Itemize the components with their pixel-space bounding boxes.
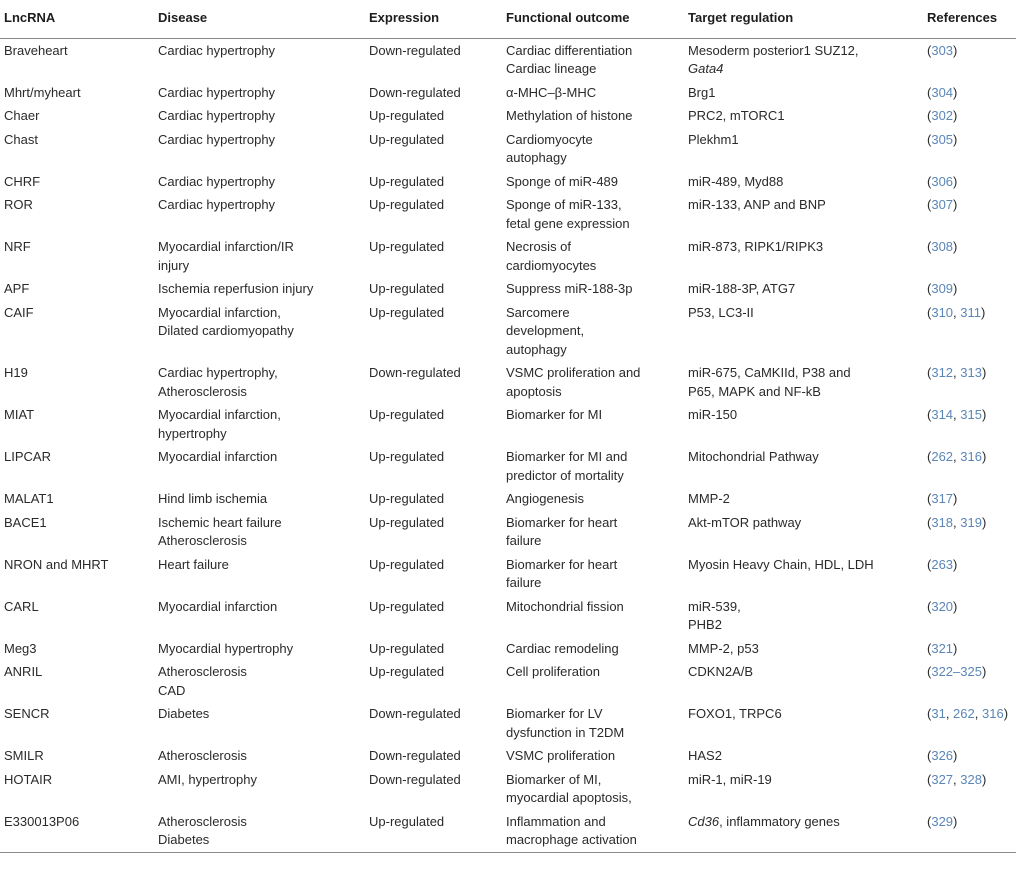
- outcome-line: predictor of mortality: [506, 467, 624, 483]
- cell-expression: Up-regulated: [365, 810, 502, 853]
- cell-disease: [154, 38, 365, 81]
- outcome-line: fetal gene expression: [506, 215, 630, 231]
- disease-line: Myocardial infarction,: [158, 304, 281, 320]
- outcome-line: autophagy: [506, 341, 567, 357]
- outcome-line: Sarcomere: [506, 304, 570, 320]
- outcome-line: Suppress miR-188-3p: [506, 281, 633, 296]
- table-row: [0, 81, 1016, 105]
- cell-lncrna: E330013P06: [0, 810, 154, 853]
- cell-references: (31, 262, 316): [927, 706, 1009, 721]
- cell-functional-outcome: [502, 301, 684, 362]
- table-row: [0, 511, 1016, 553]
- cell-lncrna: Chast: [4, 131, 38, 147]
- reference-link[interactable]: 310: [931, 304, 954, 320]
- cell-target-regulation: [684, 768, 923, 810]
- cell-references: (312, 313): [927, 365, 987, 380]
- cell-references: (317): [927, 491, 958, 506]
- cell-disease: [154, 361, 365, 403]
- disease-line: Atherosclerosis: [158, 748, 247, 763]
- table-header-row: [0, 0, 1016, 38]
- outcome-line: Mitochondrial fission: [506, 598, 624, 614]
- outcome-line: Biomarker for heart: [506, 514, 618, 530]
- cell-disease: [154, 277, 365, 301]
- table-row: [0, 235, 1016, 277]
- cell-disease: [154, 595, 365, 637]
- disease-line: Cardiac hypertrophy,: [158, 365, 278, 380]
- outcome-line: Biomarker for MI: [506, 407, 603, 422]
- outcome-line: VSMC proliferation and: [506, 365, 641, 380]
- cell-target-regulation: [684, 403, 923, 445]
- disease-line: injury: [158, 257, 190, 273]
- table-row: [0, 361, 1016, 403]
- disease-line: Myocardial infarction: [158, 598, 278, 614]
- cell-expression: Down-regulated: [369, 84, 461, 100]
- table-row: [0, 487, 1016, 511]
- reference-link[interactable]: 309: [931, 281, 954, 296]
- reference-link[interactable]: 262: [931, 449, 954, 464]
- reference-link[interactable]: 317: [931, 491, 954, 506]
- outcome-line: dysfunction in T2DM: [506, 724, 625, 740]
- table-row: [0, 128, 1016, 170]
- disease-line: Ischemic heart failure: [158, 514, 282, 530]
- outcome-line: Cardiac lineage: [506, 61, 597, 76]
- cell-lncrna: Mhrt/myheart: [4, 84, 81, 100]
- cell-lncrna: SENCR: [4, 706, 50, 721]
- cell-lncrna: BACE1: [4, 514, 47, 530]
- cell-expression: Up-regulated: [369, 239, 445, 254]
- cell-target-regulation: [684, 487, 923, 511]
- target-line: MMP-2: [688, 491, 730, 506]
- cell-target-regulation: [684, 301, 923, 362]
- reference-link[interactable]: 305: [931, 131, 954, 147]
- cell-lncrna: CAIF: [4, 304, 34, 320]
- cell-lncrna: CHRF: [4, 173, 41, 189]
- reference-link[interactable]: 303: [931, 42, 954, 58]
- target-line: P53, LC3-II: [688, 304, 754, 320]
- disease-line: AMI, hypertrophy: [158, 771, 257, 787]
- outcome-line: apoptosis: [506, 383, 562, 399]
- target-line: Mitochondrial Pathway: [688, 449, 819, 464]
- target-line: P65, MAPK and NF-kB: [688, 383, 821, 399]
- cell-disease: [154, 170, 365, 194]
- cell-disease: [154, 445, 365, 487]
- cell-target-regulation: [684, 104, 923, 128]
- reference-link[interactable]: 316: [960, 449, 982, 464]
- cell-disease: [154, 768, 365, 810]
- target-line: miR-133, ANP and BNP: [688, 197, 826, 212]
- cell-target-regulation: [684, 361, 923, 403]
- header-lncrna: LncRNA: [0, 0, 154, 38]
- cell-lncrna: LIPCAR: [4, 449, 51, 464]
- cell-references: (314, 315): [927, 407, 987, 422]
- cell-expression: Up-regulated: [369, 514, 445, 530]
- cell-functional-outcome: [502, 361, 684, 403]
- reference-link[interactable]: 312: [931, 365, 954, 380]
- reference-link[interactable]: 308: [931, 239, 954, 254]
- outcome-line: Cardiac differentiation: [506, 42, 633, 58]
- target-line: [688, 813, 919, 832]
- cell-expression: Down-regulated: [369, 365, 461, 380]
- outcome-line: Biomarker for heart: [506, 556, 618, 572]
- disease-line: Myocardial infarction: [158, 449, 278, 464]
- cell-functional-outcome: [502, 193, 684, 235]
- disease-line: Atherosclerosis: [158, 383, 247, 399]
- outcome-line: macrophage activation: [506, 832, 637, 847]
- reference-link[interactable]: 262: [953, 706, 975, 721]
- cell-expression: Up-regulated: [369, 598, 445, 614]
- cell-lncrna: APF: [4, 281, 30, 296]
- cell-target-regulation: [684, 170, 923, 194]
- outcome-line: VSMC proliferation: [506, 748, 616, 763]
- outcome-line: myocardial apoptosis,: [506, 790, 632, 805]
- disease-line: Ischemia reperfusion injury: [158, 281, 314, 296]
- cell-target-regulation: [684, 511, 923, 553]
- cell-disease: [154, 81, 365, 105]
- cell-expression: Up-regulated: [369, 173, 445, 189]
- table-row: [0, 810, 1016, 853]
- target-line: Mesoderm posterior1 SUZ12,: [688, 42, 859, 58]
- cell-target-regulation: [684, 595, 923, 637]
- reference-link[interactable]: 31: [931, 706, 946, 721]
- disease-line: Atherosclerosis: [158, 813, 247, 829]
- cell-functional-outcome: [502, 595, 684, 637]
- disease-line: hypertrophy: [158, 425, 227, 441]
- table-row: [0, 637, 1016, 661]
- target-line: Myosin Heavy Chain, HDL, LDH: [688, 556, 874, 572]
- cell-references: (309): [927, 281, 958, 296]
- cell-references: (303): [927, 42, 958, 58]
- outcome-line: failure: [506, 533, 542, 548]
- cell-expression: Up-regulated: [369, 407, 445, 422]
- cell-disease: [154, 301, 365, 362]
- cell-references: (308): [927, 239, 958, 254]
- cell-expression: Up-regulated: [369, 131, 445, 147]
- cell-disease: [154, 810, 365, 853]
- disease-line: Myocardial hypertrophy: [158, 640, 294, 656]
- cell-disease: [154, 637, 365, 661]
- reference-link[interactable]: 315: [960, 407, 982, 422]
- table-row: [0, 445, 1016, 487]
- cell-expression: Up-regulated: [369, 491, 445, 506]
- cell-references: (262, 316): [927, 449, 987, 464]
- table-row: [0, 170, 1016, 194]
- disease-line: Cardiac hypertrophy: [158, 84, 276, 100]
- cell-disease: [154, 193, 365, 235]
- target-line: miR-539,: [688, 598, 741, 614]
- header-target-regulation: Target regulation: [684, 0, 923, 38]
- reference-link[interactable]: 316: [981, 706, 1004, 721]
- header-disease: Disease: [154, 0, 365, 38]
- cell-disease: [154, 403, 365, 445]
- table-row: [0, 660, 1016, 702]
- target-rest: , inflammatory genes: [719, 813, 840, 829]
- cell-references: (310, 311): [927, 304, 986, 320]
- table-row: [0, 104, 1016, 128]
- cell-functional-outcome: [502, 487, 684, 511]
- reference-link[interactable]: 306: [931, 173, 954, 189]
- cell-functional-outcome: [502, 403, 684, 445]
- disease-line: Cardiac hypertrophy: [158, 108, 276, 123]
- outcome-line: Biomarker for LV: [506, 706, 603, 721]
- cell-expression: Up-regulated: [369, 664, 445, 679]
- outcome-line: Biomarker of MI,: [506, 771, 602, 787]
- reference-link[interactable]: 311: [960, 304, 982, 320]
- target-line: miR-150: [688, 407, 738, 422]
- cell-target-regulation: [684, 38, 923, 81]
- cell-functional-outcome: [502, 810, 684, 853]
- cell-disease: [154, 128, 365, 170]
- reference-link[interactable]: 322–325: [931, 664, 982, 679]
- target-line: PRC2, mTORC1: [688, 108, 785, 123]
- cell-expression: Down-regulated: [369, 42, 461, 58]
- reference-link[interactable]: 321: [931, 640, 954, 656]
- cell-target-regulation: [684, 702, 923, 744]
- cell-target-regulation: [684, 445, 923, 487]
- disease-line: Diabetes: [158, 706, 210, 721]
- cell-target-regulation: [684, 81, 923, 105]
- cell-target-regulation: [684, 193, 923, 235]
- cell-target-regulation: [684, 637, 923, 661]
- target-italic-gene: Cd36: [688, 813, 720, 829]
- cell-lncrna: HOTAIR: [4, 771, 53, 787]
- outcome-line: Biomarker for MI and: [506, 449, 628, 464]
- cell-expression: Up-regulated: [369, 449, 445, 464]
- header-references: References: [923, 0, 1016, 38]
- disease-line: Atherosclerosis: [158, 533, 247, 548]
- cell-expression: Down-regulated: [369, 771, 461, 787]
- cell-expression: Up-regulated: [369, 108, 445, 123]
- reference-link[interactable]: 263: [931, 556, 954, 572]
- header-expression: Expression: [365, 0, 502, 38]
- target-line: CDKN2A/B: [688, 664, 754, 679]
- target-line: Plekhm1: [688, 131, 739, 147]
- reference-link[interactable]: 329: [931, 813, 954, 829]
- cell-references: (304): [927, 84, 958, 100]
- cell-functional-outcome: [502, 511, 684, 553]
- disease-line: CAD: [158, 682, 186, 698]
- outcome-line: Inflammation and: [506, 813, 606, 829]
- table-row: [0, 768, 1016, 810]
- cell-references: (305): [927, 131, 958, 147]
- cell-disease: [154, 235, 365, 277]
- table-row: [0, 193, 1016, 235]
- outcome-line: Sponge of miR-133,: [506, 197, 622, 212]
- disease-line: Dilated cardiomyopathy: [158, 323, 294, 338]
- target-line: miR-675, CaMKIId, P38 and: [688, 365, 851, 380]
- disease-line: Myocardial infarction/IR: [158, 239, 294, 254]
- target-line: miR-188-3P, ATG7: [688, 281, 796, 296]
- table-row: [0, 744, 1016, 768]
- outcome-line: autophagy: [506, 150, 567, 165]
- cell-references: (263): [927, 556, 958, 572]
- outcome-line: Cell proliferation: [506, 664, 600, 679]
- table-row: [0, 403, 1016, 445]
- cell-functional-outcome: [502, 768, 684, 810]
- reference-link[interactable]: 313: [960, 365, 982, 380]
- target-line: Gata4: [688, 61, 724, 76]
- cell-disease: [154, 744, 365, 768]
- cell-references: (322–325): [927, 664, 987, 679]
- target-line: HAS2: [688, 748, 722, 763]
- cell-references: (318, 319): [927, 514, 987, 530]
- reference-link[interactable]: 307: [931, 197, 954, 212]
- cell-target-regulation: [684, 553, 923, 595]
- cell-functional-outcome: [502, 637, 684, 661]
- target-line: Brg1: [688, 84, 716, 100]
- cell-expression: Up-regulated: [369, 640, 445, 656]
- target-line: miR-489, Myd88: [688, 173, 784, 189]
- outcome-line: α-MHC–β-MHC: [506, 84, 597, 100]
- cell-lncrna: NRF: [4, 239, 31, 254]
- cell-disease: [154, 553, 365, 595]
- target-line: FOXO1, TRPC6: [688, 706, 782, 721]
- cell-references: (306): [927, 173, 958, 189]
- cell-functional-outcome: [502, 702, 684, 744]
- outcome-line: failure: [506, 575, 542, 590]
- cell-references: (320): [927, 598, 958, 614]
- target-line: PHB2: [688, 617, 722, 632]
- cell-disease: [154, 487, 365, 511]
- disease-line: Cardiac hypertrophy: [158, 197, 276, 212]
- table-row: [0, 553, 1016, 595]
- cell-references: (302): [927, 108, 958, 123]
- outcome-line: Cardiac remodeling: [506, 640, 619, 656]
- table-row: [0, 277, 1016, 301]
- cell-expression: Up-regulated: [369, 281, 445, 296]
- disease-line: Cardiac hypertrophy: [158, 42, 276, 58]
- cell-references: (326): [927, 748, 958, 763]
- cell-expression: Up-regulated: [369, 197, 445, 212]
- cell-functional-outcome: [502, 235, 684, 277]
- cell-disease: [154, 104, 365, 128]
- outcome-line: cardiomyocytes: [506, 257, 597, 273]
- cell-functional-outcome: [502, 104, 684, 128]
- cell-functional-outcome: [502, 445, 684, 487]
- target-line: Akt-mTOR pathway: [688, 514, 802, 530]
- cell-functional-outcome: [502, 277, 684, 301]
- cell-lncrna: MALAT1: [4, 491, 54, 506]
- cell-expression: Down-regulated: [369, 706, 461, 721]
- cell-lncrna: SMILR: [4, 748, 44, 763]
- cell-expression: Up-regulated: [369, 556, 445, 572]
- outcome-line: Cardiomyocyte: [506, 131, 593, 147]
- cell-references: (329): [923, 810, 1016, 853]
- cell-disease: [154, 511, 365, 553]
- table-row: [0, 38, 1016, 81]
- cell-expression: Down-regulated: [369, 748, 461, 763]
- cell-lncrna: ROR: [4, 197, 33, 212]
- disease-line: Cardiac hypertrophy: [158, 131, 276, 147]
- target-line: miR-1, miR-19: [688, 771, 772, 787]
- reference-link[interactable]: 327: [931, 771, 954, 787]
- cell-disease: [154, 660, 365, 702]
- cell-target-regulation: [684, 277, 923, 301]
- cell-expression: Up-regulated: [369, 304, 445, 320]
- outcome-line: Methylation of histone: [506, 108, 633, 123]
- cell-lncrna: ANRIL: [4, 664, 43, 679]
- reference-link[interactable]: 302: [931, 108, 954, 123]
- outcome-line: Angiogenesis: [506, 491, 585, 506]
- reference-link[interactable]: 314: [931, 407, 954, 422]
- disease-line: Diabetes: [158, 832, 210, 847]
- disease-line: Atherosclerosis: [158, 664, 247, 679]
- disease-line: Myocardial infarction,: [158, 407, 281, 422]
- cell-functional-outcome: [502, 744, 684, 768]
- outcome-line: Necrosis of: [506, 239, 572, 254]
- reference-link[interactable]: 318: [931, 514, 954, 530]
- reference-link[interactable]: 304: [931, 84, 954, 100]
- cell-target-regulation: [684, 660, 923, 702]
- reference-link[interactable]: 326: [931, 748, 954, 763]
- header-functional-outcome: Functional outcome: [502, 0, 684, 38]
- cell-target-regulation: [684, 810, 923, 853]
- cell-target-regulation: [684, 128, 923, 170]
- cell-lncrna: Meg3: [4, 640, 37, 656]
- reference-link[interactable]: 319: [960, 514, 982, 530]
- table-row: [0, 301, 1016, 362]
- table-row: [0, 702, 1016, 744]
- cell-references: (307): [927, 197, 958, 212]
- outcome-line: development,: [506, 323, 585, 338]
- cell-functional-outcome: [502, 170, 684, 194]
- target-line: miR-873, RIPK1/RIPK3: [688, 239, 824, 254]
- cell-disease: [154, 702, 365, 744]
- disease-line: Cardiac hypertrophy: [158, 173, 276, 189]
- cell-lncrna: H19: [4, 365, 28, 380]
- cell-lncrna: MIAT: [4, 407, 35, 422]
- cell-lncrna: Chaer: [4, 108, 40, 123]
- target-line: MMP-2, p53: [688, 640, 759, 656]
- cell-references: (327, 328): [927, 771, 987, 787]
- cell-target-regulation: [684, 744, 923, 768]
- cell-target-regulation: [684, 235, 923, 277]
- cell-references: (321): [927, 640, 958, 656]
- disease-line: Heart failure: [158, 556, 229, 572]
- cell-functional-outcome: [502, 128, 684, 170]
- cell-functional-outcome: [502, 553, 684, 595]
- reference-link[interactable]: 320: [931, 598, 954, 614]
- cell-lncrna: CARL: [4, 598, 39, 614]
- cell-functional-outcome: [502, 81, 684, 105]
- table-row: [0, 595, 1016, 637]
- cell-lncrna: Braveheart: [4, 42, 68, 58]
- cell-functional-outcome: [502, 660, 684, 702]
- table-body: [0, 38, 1016, 852]
- cell-functional-outcome: [502, 38, 684, 81]
- cell-lncrna: NRON and MHRT: [4, 556, 109, 572]
- reference-link[interactable]: 328: [960, 771, 982, 787]
- outcome-line: Sponge of miR-489: [506, 173, 619, 189]
- disease-line: Hind limb ischemia: [158, 491, 268, 506]
